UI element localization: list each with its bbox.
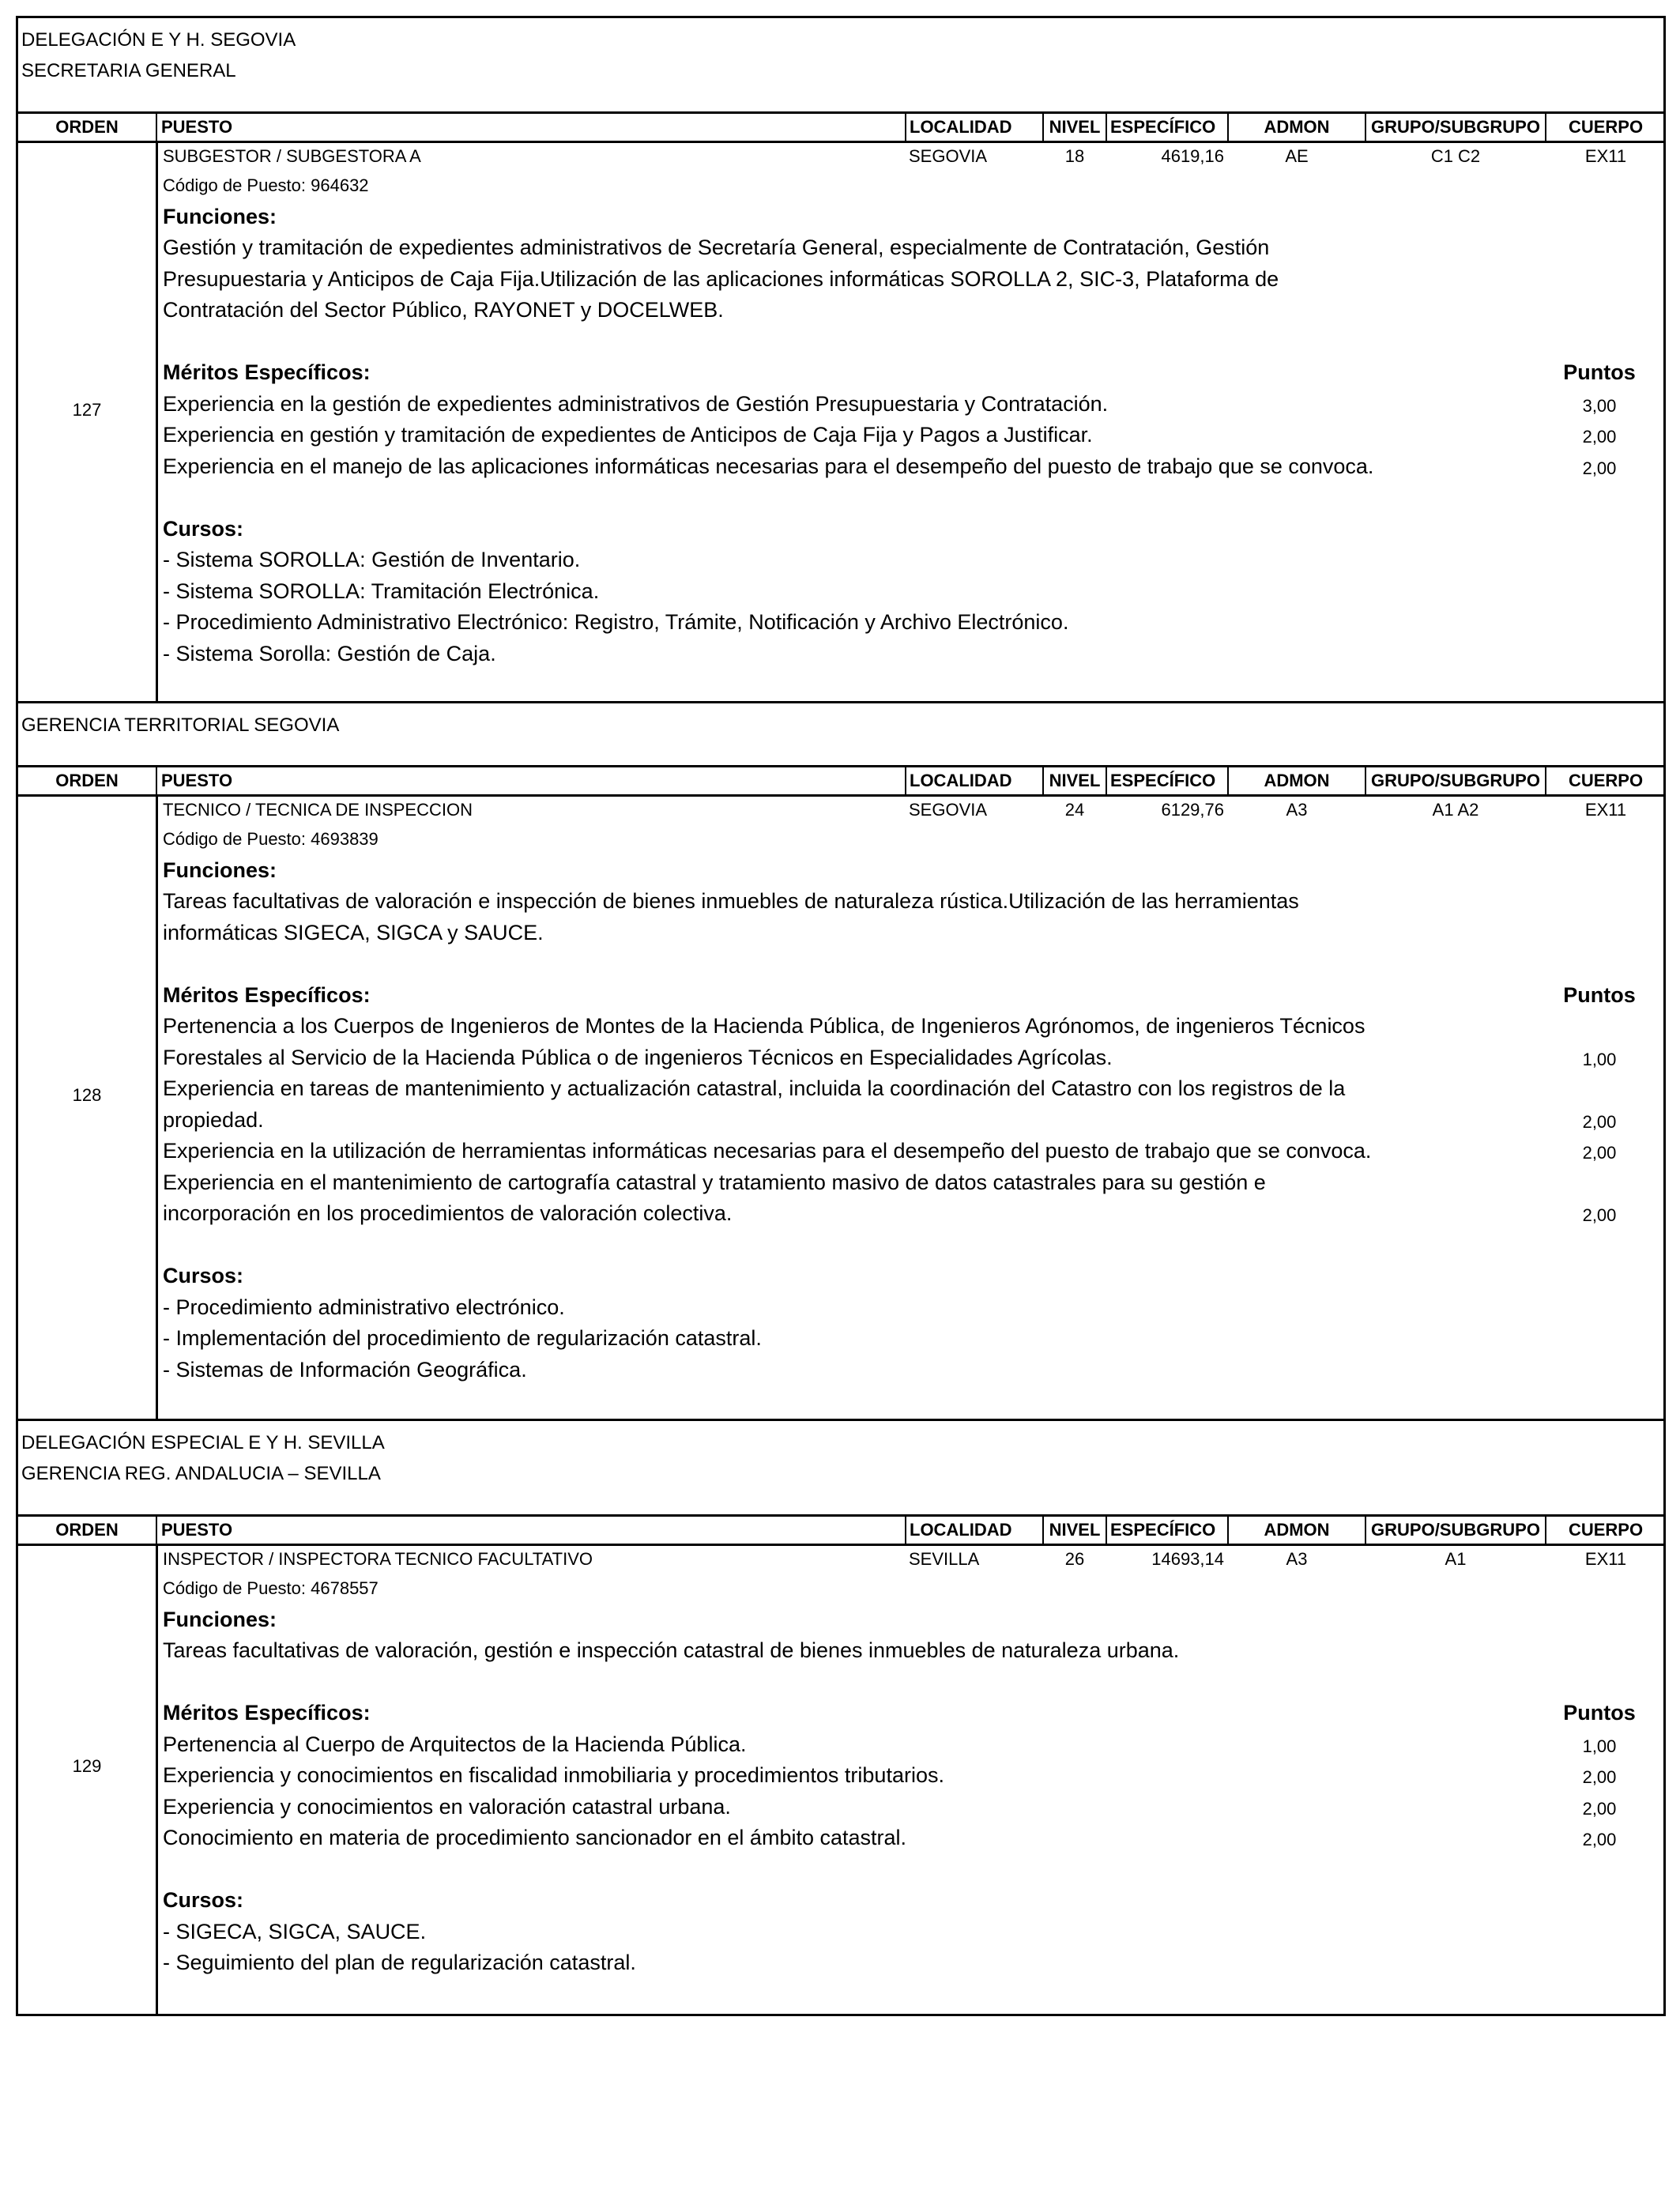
curso-line: - Procedimiento administrativo electrónico. bbox=[163, 1295, 565, 1319]
curso-line: - Procedimiento Administrativo Electrónico: Registro, Trámite, Notificación y Archivo Electrónico. bbox=[163, 610, 1069, 634]
position-details bbox=[163, 1573, 1656, 1979]
column-divider bbox=[1042, 114, 1044, 141]
column-header-localidad: LOCALIDAD bbox=[910, 771, 1012, 790]
cell-puesto: TECNICO / TECNICA DE INSPECCION bbox=[163, 800, 473, 820]
section-header bbox=[18, 18, 1663, 111]
curso-line: - Sistema SOROLLA: Tramitación Electrónica. bbox=[163, 579, 600, 603]
merito-text: Pertenencia a los Cuerpos de Ingenieros de Montes de la Hacienda Pública, de Ingenieros Agrónomos, de ingenieros Técnicos bbox=[163, 1014, 1365, 1038]
section-header bbox=[18, 703, 1663, 765]
merito-line bbox=[163, 420, 1656, 451]
column-divider bbox=[1106, 1517, 1107, 1544]
column-divider bbox=[1227, 114, 1229, 141]
column-header-grupo: GRUPO/SUBGRUPO bbox=[1371, 771, 1540, 790]
curso-line: - Implementación del procedimiento de regularización catastral. bbox=[163, 1326, 762, 1350]
cursos-label: Cursos: bbox=[163, 1264, 244, 1287]
column-header-puesto: PUESTO bbox=[161, 117, 233, 137]
cell-cuerpo: EX11 bbox=[1584, 800, 1627, 820]
position-details bbox=[163, 824, 1656, 1385]
column-header-localidad: LOCALIDAD bbox=[910, 117, 1012, 137]
funciones-label: Funciones: bbox=[163, 1607, 277, 1631]
merito-line bbox=[163, 1042, 1656, 1074]
column-header-admon: ADMON bbox=[1264, 1520, 1330, 1540]
cell-cuerpo: EX11 bbox=[1584, 1549, 1627, 1569]
merito-puntos: 2,00 bbox=[1582, 1143, 1617, 1163]
blank-line bbox=[163, 482, 1656, 514]
section-header-line: SECRETARIA GENERAL bbox=[21, 60, 236, 81]
cell-localidad: SEGOVIA bbox=[909, 146, 988, 166]
merito-text: Conocimiento en materia de procedimiento sancionador en el ámbito catastral. bbox=[163, 1826, 907, 1849]
curso-line: - Seguimiento del plan de regularización catastral. bbox=[163, 1951, 636, 1974]
column-header-row bbox=[18, 765, 1663, 797]
column-divider bbox=[1227, 1517, 1229, 1544]
merito-text: Experiencia en la gestión de expedientes administrativos de Gestión Presupuestaria y Contratación. bbox=[163, 391, 1109, 416]
merito-line bbox=[163, 1136, 1656, 1167]
document-table bbox=[16, 16, 1666, 2016]
column-header-especifico: ESPECÍFICO bbox=[1110, 1520, 1216, 1540]
column-divider bbox=[1365, 1517, 1366, 1544]
cell-especifico: 6129,76 bbox=[1161, 800, 1224, 820]
column-divider bbox=[1106, 114, 1107, 141]
cursos-label: Cursos: bbox=[163, 516, 244, 541]
column-header-row bbox=[18, 111, 1663, 143]
merito-text: Experiencia en gestión y tramitación de expedientes de Anticipos de Caja Fija y Pagos a Justificar. bbox=[163, 423, 1093, 447]
orden-divider bbox=[156, 143, 158, 701]
column-header-grupo: GRUPO/SUBGRUPO bbox=[1371, 1520, 1540, 1540]
funciones-line: Tareas facultativas de valoración e inspección de bienes inmuebles de naturaleza rústica.Utilización de las herramientas bbox=[163, 889, 1299, 913]
cell-localidad: SEVILLA bbox=[909, 1549, 980, 1569]
meritos-header bbox=[163, 357, 1656, 389]
section-header-line: DELEGACIÓN ESPECIAL E Y H. SEVILLA bbox=[21, 1432, 385, 1453]
column-header-row bbox=[18, 1514, 1663, 1546]
merito-puntos: 2,00 bbox=[1582, 1830, 1617, 1849]
orden-divider bbox=[156, 797, 158, 1419]
column-divider bbox=[1545, 114, 1546, 141]
column-divider bbox=[905, 767, 906, 794]
merito-line bbox=[163, 1823, 1656, 1854]
column-header-cuerpo: CUERPO bbox=[1568, 1520, 1644, 1540]
column-divider bbox=[1545, 767, 1546, 794]
merito-line bbox=[163, 1105, 1656, 1137]
funciones-line: informáticas SIGECA, SIGCA y SAUCE. bbox=[163, 920, 544, 944]
merito-text: Pertenencia al Cuerpo de Arquitectos de la Hacienda Pública. bbox=[163, 1732, 747, 1756]
merito-puntos: 2,00 bbox=[1582, 1205, 1617, 1225]
column-header-grupo: GRUPO/SUBGRUPO bbox=[1371, 117, 1540, 137]
column-divider bbox=[905, 1517, 906, 1544]
orden-number: 127 bbox=[72, 399, 102, 420]
orden-number: 129 bbox=[72, 1756, 102, 1776]
column-divider bbox=[1365, 767, 1366, 794]
cell-especifico: 4619,16 bbox=[1161, 146, 1224, 166]
funciones-line: Contratación del Sector Público, RAYONET y DOCELWEB. bbox=[163, 298, 724, 322]
column-divider bbox=[1545, 1517, 1546, 1544]
merito-text: Experiencia en el mantenimiento de cartografía catastral y tratamiento masivo de datos catastrales para su gestión e bbox=[163, 1170, 1266, 1194]
column-divider bbox=[156, 1517, 157, 1544]
funciones-line: Gestión y tramitación de expedientes administrativos de Secretaría General, especialmente de Contratación, Gestión bbox=[163, 236, 1270, 259]
section-header-line: DELEGACIÓN E Y H. SEGOVIA bbox=[21, 29, 296, 51]
blank-line bbox=[163, 1854, 1656, 1886]
merito-puntos: 2,00 bbox=[1582, 458, 1617, 478]
cell-grupo: A1 bbox=[1445, 1549, 1467, 1569]
cell-grupo: C1 C2 bbox=[1430, 146, 1481, 166]
merito-line bbox=[163, 1760, 1656, 1792]
cell-admon: A3 bbox=[1286, 1549, 1308, 1569]
position-details bbox=[163, 170, 1656, 669]
blank-line bbox=[163, 1667, 1656, 1698]
merito-puntos: 1,00 bbox=[1582, 1049, 1617, 1069]
blank-line bbox=[163, 1230, 1656, 1261]
orden-divider bbox=[156, 1546, 158, 2014]
cursos-label: Cursos: bbox=[163, 1888, 244, 1912]
column-header-cuerpo: CUERPO bbox=[1568, 771, 1644, 790]
merito-puntos: 1,00 bbox=[1582, 1736, 1617, 1756]
merito-puntos: 2,00 bbox=[1582, 1111, 1617, 1132]
position-row bbox=[18, 797, 1663, 1421]
merito-text: incorporación en los procedimientos de valoración colectiva. bbox=[163, 1201, 733, 1225]
position-row bbox=[18, 1546, 1663, 2014]
merito-line bbox=[163, 1198, 1656, 1230]
column-header-orden: ORDEN bbox=[55, 771, 119, 790]
merito-text: Experiencia en el manejo de las aplicaciones informáticas necesarias para el desempeño del puesto de trabajo que se convoca. bbox=[163, 454, 1374, 478]
funciones-label: Funciones: bbox=[163, 858, 277, 882]
curso-line: - Sistemas de Información Geográfica. bbox=[163, 1357, 527, 1382]
merito-line bbox=[163, 1792, 1656, 1823]
merito-text: Experiencia en la utilización de herramientas informáticas necesarias para el desempeño del puesto de trabajo que se convoca. bbox=[163, 1139, 1372, 1163]
cell-localidad: SEGOVIA bbox=[909, 800, 988, 820]
merito-puntos: 2,00 bbox=[1582, 427, 1617, 447]
orden-number: 128 bbox=[72, 1085, 102, 1105]
column-header-orden: ORDEN bbox=[55, 1520, 119, 1540]
column-divider bbox=[156, 767, 157, 794]
column-header-admon: ADMON bbox=[1264, 117, 1330, 137]
cell-nivel: 18 bbox=[1064, 146, 1085, 166]
merito-line bbox=[163, 389, 1656, 420]
cell-nivel: 24 bbox=[1064, 800, 1085, 820]
column-divider bbox=[156, 114, 157, 141]
cell-especifico: 14693,14 bbox=[1151, 1549, 1224, 1569]
blank-line bbox=[163, 326, 1656, 358]
funciones-label: Funciones: bbox=[163, 204, 277, 228]
merito-text: propiedad. bbox=[163, 1107, 264, 1132]
puntos-label: Puntos bbox=[1563, 1701, 1636, 1725]
section-header bbox=[18, 1421, 1663, 1514]
column-header-nivel: NIVEL bbox=[1049, 117, 1101, 137]
cell-admon: A3 bbox=[1286, 800, 1308, 820]
column-divider bbox=[1042, 767, 1044, 794]
cell-puesto: SUBGESTOR / SUBGESTORA A bbox=[163, 146, 421, 166]
merito-line bbox=[163, 1729, 1656, 1761]
meritos-label: Méritos Específicos: bbox=[163, 982, 371, 1007]
curso-line: - Sistema SOROLLA: Gestión de Inventario. bbox=[163, 548, 581, 571]
blank-line bbox=[163, 948, 1656, 980]
merito-text: Experiencia y conocimientos en fiscalidad inmobiliaria y procedimientos tributarios. bbox=[163, 1763, 944, 1787]
meritos-header bbox=[163, 1698, 1656, 1729]
column-header-cuerpo: CUERPO bbox=[1568, 117, 1644, 137]
column-header-especifico: ESPECÍFICO bbox=[1110, 117, 1216, 137]
meritos-label: Méritos Específicos: bbox=[163, 360, 371, 384]
merito-text: Experiencia y conocimientos en valoración catastral urbana. bbox=[163, 1794, 731, 1819]
column-header-localidad: LOCALIDAD bbox=[910, 1520, 1012, 1540]
section-header-line: GERENCIA REG. ANDALUCIA – SEVILLA bbox=[21, 1463, 381, 1484]
position-code: Código de Puesto: 4693839 bbox=[163, 829, 379, 849]
cell-puesto: INSPECTOR / INSPECTORA TECNICO FACULTATIVO bbox=[163, 1549, 593, 1569]
cell-grupo: A1 A2 bbox=[1432, 800, 1479, 820]
column-header-admon: ADMON bbox=[1264, 771, 1330, 790]
merito-line bbox=[163, 1011, 1656, 1042]
column-header-especifico: ESPECÍFICO bbox=[1110, 771, 1216, 790]
column-divider bbox=[1042, 1517, 1044, 1544]
column-header-puesto: PUESTO bbox=[161, 1520, 233, 1540]
meritos-label: Méritos Específicos: bbox=[163, 1701, 371, 1725]
section-header-line: GERENCIA TERRITORIAL SEGOVIA bbox=[21, 714, 340, 736]
curso-line: - Sistema Sorolla: Gestión de Caja. bbox=[163, 641, 496, 665]
meritos-header bbox=[163, 980, 1656, 1012]
curso-line: - SIGECA, SIGCA, SAUCE. bbox=[163, 1919, 427, 1943]
puntos-label: Puntos bbox=[1563, 982, 1636, 1007]
merito-line bbox=[163, 1073, 1656, 1105]
column-divider bbox=[1365, 114, 1366, 141]
funciones-line: Tareas facultativas de valoración, gestión e inspección catastral de bienes inmuebles de naturaleza urbana. bbox=[163, 1638, 1180, 1662]
merito-line bbox=[163, 1167, 1656, 1199]
position-code: Código de Puesto: 964632 bbox=[163, 175, 369, 195]
puntos-label: Puntos bbox=[1563, 360, 1636, 384]
column-divider bbox=[1106, 767, 1107, 794]
column-header-nivel: NIVEL bbox=[1049, 1520, 1101, 1540]
funciones-line: Presupuestaria y Anticipos de Caja Fija.Utilización de las aplicaciones informáticas SOROLLA 2, SIC-3, Plataforma de bbox=[163, 266, 1279, 291]
column-divider bbox=[905, 114, 906, 141]
column-header-orden: ORDEN bbox=[55, 117, 119, 137]
merito-line bbox=[163, 451, 1656, 483]
merito-puntos: 2,00 bbox=[1582, 1798, 1617, 1819]
merito-text: Forestales al Servicio de la Hacienda Pública o de ingenieros Técnicos en Especialidades Agrícolas. bbox=[163, 1045, 1113, 1069]
cell-cuerpo: EX11 bbox=[1584, 146, 1627, 166]
merito-puntos: 2,00 bbox=[1582, 1767, 1617, 1787]
position-code: Código de Puesto: 4678557 bbox=[163, 1578, 379, 1598]
merito-puntos: 3,00 bbox=[1582, 395, 1617, 416]
cell-nivel: 26 bbox=[1064, 1549, 1085, 1569]
column-header-puesto: PUESTO bbox=[161, 771, 233, 790]
merito-text: Experiencia en tareas de mantenimiento y actualización catastral, incluida la coordinación del Catastro con los registros de la bbox=[163, 1076, 1346, 1100]
position-row bbox=[18, 143, 1663, 703]
column-divider bbox=[1227, 767, 1229, 794]
column-header-nivel: NIVEL bbox=[1049, 771, 1101, 790]
cell-admon: AE bbox=[1285, 146, 1309, 166]
